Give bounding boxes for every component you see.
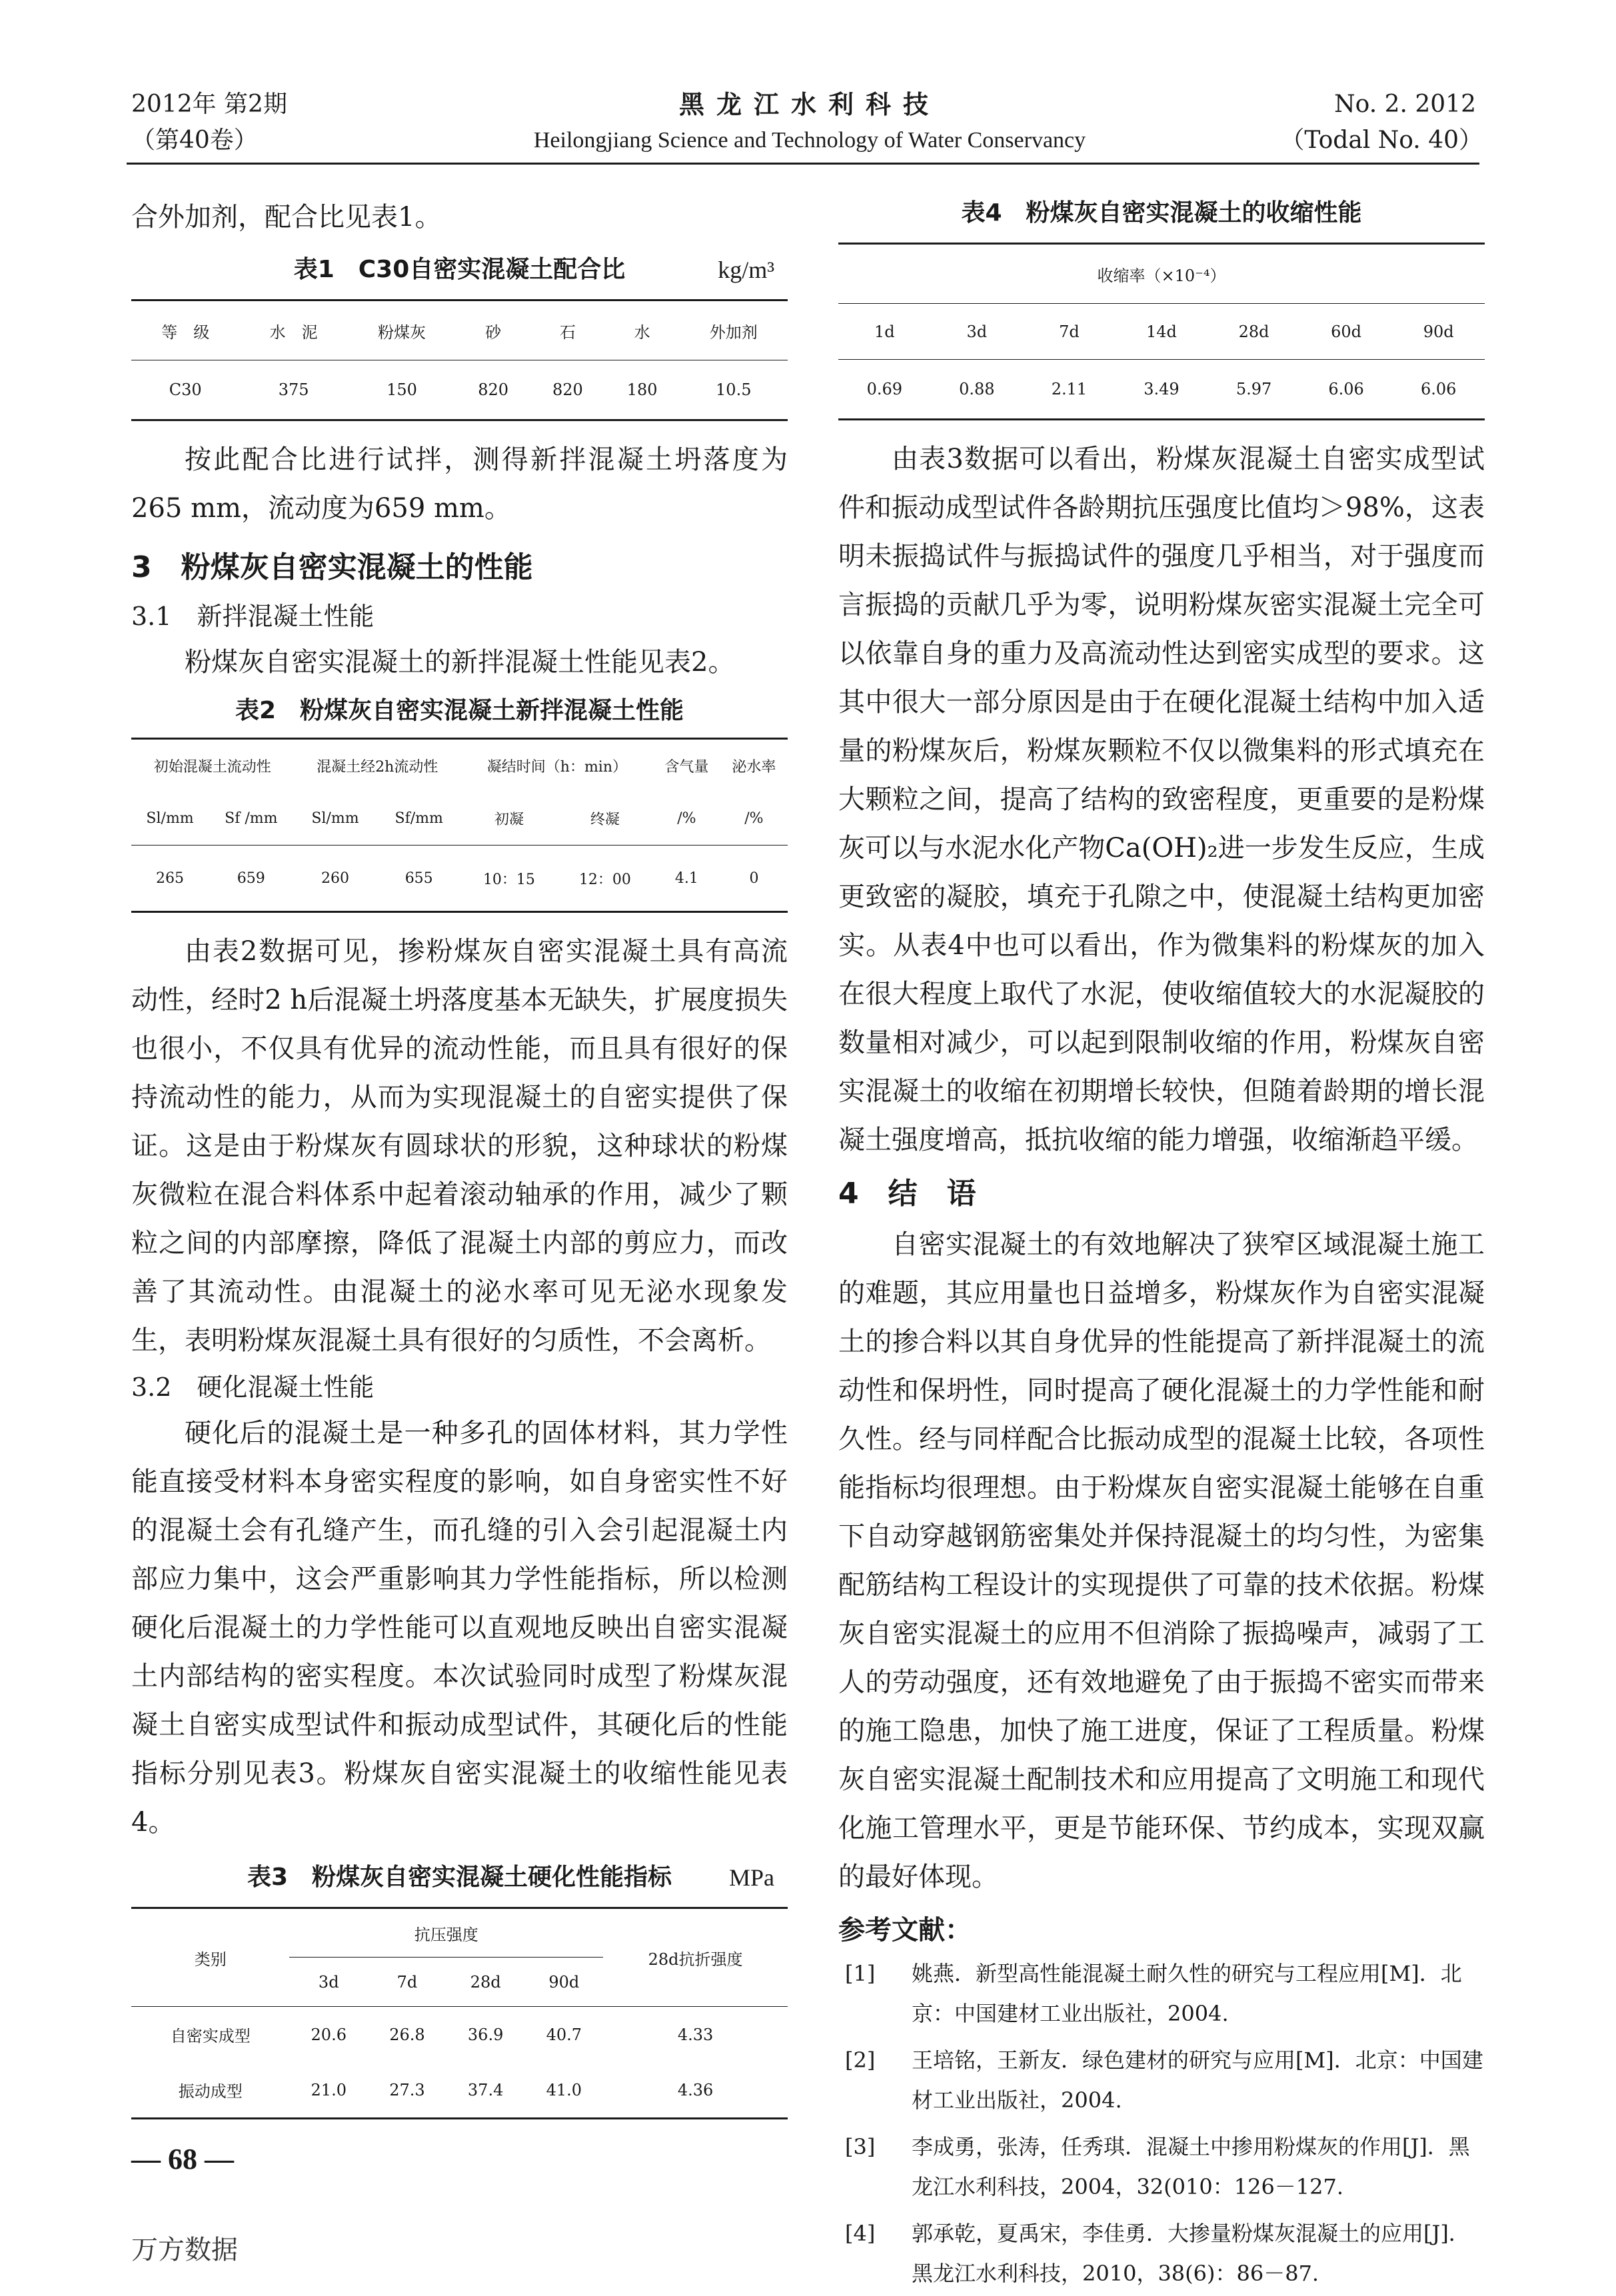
section-3-heading: 3 粉煤灰自密实混凝土的性能 <box>131 550 533 584</box>
t3-cell: 自密实成型 <box>170 2027 251 2046</box>
t2-cell: 260 <box>294 846 377 912</box>
t1-cell: 820 <box>456 360 530 420</box>
table1 <box>131 299 788 421</box>
reference-number: [2] <box>845 2047 876 2073</box>
t2-header: 泌水率 <box>720 739 788 792</box>
t2-cell: 0 <box>720 846 788 912</box>
t3-age: 28d <box>446 1958 525 2007</box>
t4-age: 3d <box>931 304 1024 360</box>
header-rule <box>127 163 1479 165</box>
right-column <box>838 193 1485 2293</box>
t4-age: 90d <box>1392 304 1485 360</box>
t4-age: 1d <box>838 304 931 360</box>
t2-subheader: Sl/mm <box>294 792 377 846</box>
reference-text: 李成勇，张涛，任秀琪．混凝土中掺用粉煤灰的作用[J]．黑龙江水利科技，2004，32(010：126－127. <box>912 2134 1470 2199</box>
t3-header-flexural: 28d抗折强度 <box>603 1908 788 2007</box>
t2-cell: 10：15 <box>461 846 557 912</box>
slump-paragraph: 按此配合比进行试拌，测得新拌混凝土坍落度为265 mm，流动度为659 mm。 <box>131 444 788 524</box>
reference-item <box>838 2127 1485 2207</box>
t1-header: 水 <box>605 300 680 360</box>
journal-title-cn: 黑龙江水利科技 <box>678 89 940 119</box>
t4-age: 14d <box>1116 304 1208 360</box>
t2-subheader: Sf /mm <box>209 792 293 846</box>
t3-cell: 21.0 <box>289 2063 368 2119</box>
t3-header-compressive: 抗压强度 <box>289 1908 603 1958</box>
table2-discussion: 由表2数据可见，掺粉煤灰自密实混凝土具有高流动性，经时2 h后混凝土坍落度基本无缺失，扩展度损失也很小，不仅具有优异的流动性能，而且具有很好的保持流动性的能力，从而为实现混凝土的自密实提供了保证。这是由于粉煤灰有圆球状的形貌，这种球状的粉煤灰微粒在混合料体系中起着滚动轴承的作用，减少了颗粒之间的内部摩擦，降低了混凝土内部的剪应力，而改善了其流动性。由混凝土的泌水率可见无泌水现象发生，表明粉煤灰混凝土具有很好的匀质性，不会离析。 <box>131 936 788 1356</box>
reference-number: [1] <box>845 1961 876 1986</box>
subsection-3-1-heading: 3.1 新拌混凝土性能 <box>131 602 375 631</box>
t2-header: 凝结时间（h：min） <box>461 739 653 792</box>
table4 <box>838 243 1485 420</box>
t2-cell: 4.1 <box>653 846 720 912</box>
header-issue-no: No. 2. 2012 <box>1334 91 1476 118</box>
t2-header: 混凝土经2h流动性 <box>294 739 461 792</box>
t1-header: 等 级 <box>131 300 239 360</box>
t2-cell: 659 <box>209 846 293 912</box>
t1-cell: 375 <box>239 360 347 420</box>
t3-cell: 41.0 <box>524 2063 603 2119</box>
t2-cell: 655 <box>377 846 461 912</box>
reference-item <box>838 1954 1485 2033</box>
t3-cell: 20.6 <box>311 2025 347 2044</box>
t4-cell: 6.06 <box>1300 360 1393 420</box>
t3-cell: 4.36 <box>603 2063 788 2119</box>
t3-age: 3d <box>289 1958 368 2007</box>
t1-header: 外加剂 <box>680 300 788 360</box>
t1-header: 砂 <box>456 300 530 360</box>
reference-item <box>838 2213 1485 2293</box>
journal-title-en: Heilongjiang Science and Technology of Water Conservancy <box>533 128 1086 153</box>
t3-age: 7d <box>368 1958 446 2007</box>
t1-cell: 180 <box>605 360 680 420</box>
t1-cell: 820 <box>530 360 605 420</box>
reference-text: 王培铭，王新友．绿色建材的研究与应用[M]．北京：中国建材工业出版社，2004. <box>912 2047 1483 2113</box>
left-column <box>131 193 788 2119</box>
t1-header: 石 <box>530 300 605 360</box>
reference-text: 姚燕．新型高性能混凝土耐久性的研究与工程应用[M]．北京：中国建材工业出版社，2004. <box>912 1961 1462 2026</box>
t3-cell: 振动成型 <box>131 2063 289 2119</box>
table3-title: 表3 粉煤灰自密实混凝土硬化性能指标 <box>247 1864 672 1891</box>
t2-subheader: 初凝 <box>461 792 557 846</box>
subsection-3-2-paragraph: 硬化后的混凝土是一种多孔的固体材料，其力学性能直接受材料本身密实程度的影响，如自身密实性不好的混凝土会有孔缝产生，而孔缝的引入会引起混凝土内部应力集中，这会严重影响其力学性能指标，所以检测硬化后混凝土的力学性能可以直观地反映出自密实混凝土内部结构的密实程度。本次试验同时成型了粉煤灰混凝土自密实成型试件和振动成型试件，其硬化后的性能指标分别见表3。粉煤灰自密实混凝土的收缩性能见表4。 <box>131 1418 788 1838</box>
t2-subheader: 终凝 <box>557 792 653 846</box>
references-heading: 参考文献： <box>838 1915 972 1946</box>
t3-cell: 26.8 <box>389 2025 425 2044</box>
reference-number: [3] <box>845 2134 876 2159</box>
reference-text: 郭承乾，夏禹宋，李佳勇．大掺量粉煤灰混凝土的应用[J]．黑龙江水利科技，2010，38(6)：86－87. <box>912 2221 1470 2286</box>
t3-cell: 37.4 <box>446 2063 525 2119</box>
t4-age: 28d <box>1208 304 1300 360</box>
page-number: — 68 — <box>131 2143 234 2175</box>
table3-caption <box>131 1858 788 1898</box>
t1-header: 水 泥 <box>239 300 347 360</box>
subsection-3-2-heading: 3.2 硬化混凝土性能 <box>131 1373 375 1402</box>
t2-cell: 12：00 <box>557 846 653 912</box>
t2-subheader: /% <box>720 792 788 846</box>
t2-subheader: Sf/mm <box>377 792 461 846</box>
t4-cell: 0.69 <box>838 360 931 420</box>
reference-item <box>838 2040 1485 2120</box>
table2-caption: 表2 粉煤灰自密实混凝土新拌混凝土性能 <box>235 697 684 724</box>
table2 <box>131 738 788 913</box>
t4-cell: 3.49 <box>1116 360 1208 420</box>
t4-cell: 6.06 <box>1392 360 1485 420</box>
t4-group-header: 收缩率（×10⁻⁴） <box>838 244 1485 304</box>
header-total-no: （Todal No. 40） <box>1280 127 1483 154</box>
t2-subheader: Sl/mm <box>131 792 209 846</box>
t1-header: 粉煤灰 <box>348 300 456 360</box>
table4-caption: 表4 粉煤灰自密实混凝土的收缩性能 <box>961 199 1362 227</box>
t4-cell: 2.11 <box>1023 360 1116 420</box>
t3-cell: 4.33 <box>677 2025 714 2044</box>
watermark: 万方数据 <box>131 2235 238 2265</box>
t3-cell: 27.3 <box>368 2063 446 2119</box>
t4-cell: 0.88 <box>931 360 1024 420</box>
table1-caption <box>131 250 788 290</box>
t1-cell: 10.5 <box>680 360 788 420</box>
t2-header: 含气量 <box>653 739 720 792</box>
t4-age: 7d <box>1023 304 1116 360</box>
table3-4-discussion: 由表3数据可以看出，粉煤灰混凝土自密实成型试件和振动成型试件各龄期抗压强度比值均＞98%，这表明未振捣试件与振捣试件的强度几乎相当，对于强度而言振捣的贡献几乎为零，说明粉煤灰密实混凝土完全可以依靠自身的重力及高流动性达到密实成型的要求。这其中很大一部分原因是由于在硬化混凝土结构中加入适量的粉煤灰后，粉煤灰颗粒不仅以微集料的形式填充在大颗粒之间，提高了结构的致密程度，更重要的是粉煤灰可以与水泥水化产物Ca(OH)₂进一步发生反应，生成更致密的凝胶，填充于孔隙之中，使混凝土结构更加密实。从表4中也可以看出，作为微集料的粉煤灰的加入在很大程度上取代了水泥，使收缩值较大的水泥凝胶的数量相对减少，可以起到限制收缩的作用，粉煤灰自密实混凝土的收缩在初期增长较快，但随着龄期的增长混凝土强度增高，抵抗收缩的能力增强，收缩渐趋平缓。 <box>838 444 1485 1155</box>
conclusion-paragraph: 自密实混凝土的有效地解决了狭窄区域混凝土施工的难题，其应用量也日益增多，粉煤灰作为自密实混凝土的掺合料以其自身优异的性能提高了新拌混凝土的流动性和保坍性，同时提高了硬化混凝土的力学性能和耐久性。经与同样配合比振动成型的混凝土比较，各项性能指标均很理想。由于粉煤灰自密实混凝土能够在自重下自动穿越钢筋密集处并保持混凝土的均匀性，为密集配筋结构工程设计的实现提供了可靠的技术依据。粉煤灰自密实混凝土的应用不但消除了振捣噪声，减弱了工人的劳动强度，还有效地避免了由于振捣不密实而带来的施工隐患，加快了施工进度，保证了工程质量。粉煤灰自密实混凝土配制技术和应用提高了文明施工和现代化施工管理水平，更是节能环保、节约成本，实现双赢的最好体现。 <box>838 1229 1485 1892</box>
t3-cell: 40.7 <box>546 2025 582 2044</box>
t1-cell: C30 <box>131 360 239 420</box>
t3-cell: 36.9 <box>467 2025 504 2044</box>
reference-number: [4] <box>845 2221 876 2246</box>
table3 <box>131 1907 788 2119</box>
table3-unit: MPa <box>728 1864 774 1891</box>
t2-subheader: /% <box>653 792 720 846</box>
subsection-3-1-paragraph: 粉煤灰自密实混凝土的新拌混凝土性能见表2。 <box>185 647 735 678</box>
intro-paragraph: 合外加剂，配合比见表1。 <box>131 202 442 233</box>
t2-header: 初始混凝土流动性 <box>131 739 294 792</box>
table1-unit: kg/m³ <box>718 257 774 283</box>
t4-cell: 5.97 <box>1208 360 1300 420</box>
t3-age: 90d <box>524 1958 603 2007</box>
header-year-issue: 2012年 第2期 <box>131 91 287 118</box>
t3-header-type: 类别 <box>131 1908 289 2007</box>
table1-title: 表1 C30自密实混凝土配合比 <box>293 256 626 283</box>
t4-age: 60d <box>1300 304 1393 360</box>
section-4-heading: 4 结 语 <box>838 1177 976 1211</box>
t2-cell: 265 <box>131 846 209 912</box>
t1-cell: 150 <box>348 360 456 420</box>
header-volume: （第40卷） <box>131 127 258 154</box>
